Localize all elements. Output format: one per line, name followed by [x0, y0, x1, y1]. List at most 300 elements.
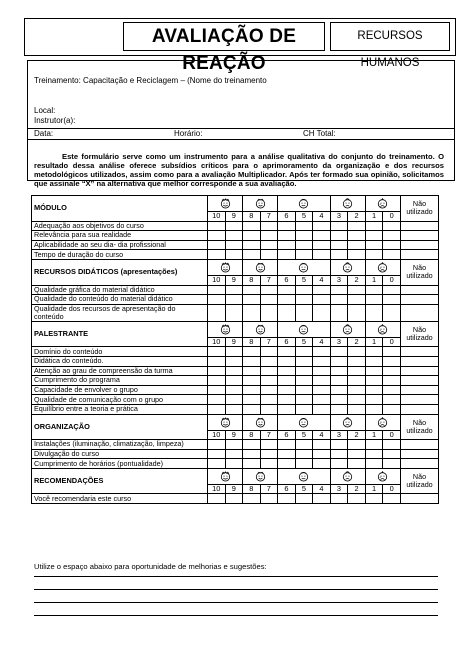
rating-checkbox-cell[interactable]: [260, 347, 278, 357]
evaluation-item-row: [32, 221, 439, 231]
rating-checkbox-cell[interactable]: [383, 385, 401, 395]
rating-checkbox-cell[interactable]: [278, 347, 296, 357]
rating-checkbox-cell[interactable]: [260, 285, 278, 295]
rating-checkbox-cell[interactable]: [330, 376, 348, 386]
evaluation-item-label: Cumprimento de horários (pontualidade): [32, 459, 208, 469]
rating-checkbox-cell[interactable]: [295, 395, 313, 405]
rating-checkbox-cell[interactable]: [330, 304, 348, 321]
rating-checkbox-cell[interactable]: [295, 240, 313, 250]
rating-checkbox-cell[interactable]: [243, 295, 261, 305]
rating-checkbox-cell[interactable]: [260, 356, 278, 366]
section-header-row: [32, 196, 439, 212]
rating-checkbox-cell[interactable]: [365, 285, 383, 295]
rating-checkbox-cell[interactable]: [313, 285, 331, 295]
rating-checkbox-cell[interactable]: [365, 250, 383, 260]
rating-checkbox-cell[interactable]: [383, 347, 401, 357]
rating-checkbox-cell[interactable]: [208, 240, 226, 250]
rating-checkbox-cell[interactable]: [295, 385, 313, 395]
smiling-face-icon: [255, 198, 266, 207]
rating-checkbox-cell[interactable]: [383, 395, 401, 405]
rating-face-cell: [243, 414, 278, 430]
rating-checkbox-cell[interactable]: [278, 231, 296, 241]
rating-checkbox-cell[interactable]: [295, 250, 313, 260]
rating-checkbox-cell[interactable]: [313, 295, 331, 305]
smiling-face-icon: [255, 324, 266, 333]
rating-checkbox-cell[interactable]: [365, 304, 383, 321]
rating-checkbox-cell[interactable]: [278, 404, 296, 414]
rating-checkbox-cell[interactable]: [383, 459, 401, 469]
scale-value: 1: [365, 337, 383, 347]
rating-face-cell: [208, 259, 243, 275]
not-used-checkbox-cell[interactable]: [401, 459, 439, 469]
rating-checkbox-cell[interactable]: [348, 356, 366, 366]
rating-checkbox-cell[interactable]: [260, 376, 278, 386]
not-used-checkbox-cell[interactable]: [401, 240, 439, 250]
rating-checkbox-cell[interactable]: [348, 347, 366, 357]
rating-checkbox-cell[interactable]: [225, 240, 243, 250]
rating-checkbox-cell[interactable]: [208, 459, 226, 469]
rating-checkbox-cell[interactable]: [365, 494, 383, 504]
rating-checkbox-cell[interactable]: [225, 395, 243, 405]
rating-checkbox-cell[interactable]: [365, 295, 383, 305]
rating-checkbox-cell[interactable]: [313, 385, 331, 395]
rating-checkbox-cell[interactable]: [383, 494, 401, 504]
rating-checkbox-cell[interactable]: [260, 494, 278, 504]
rating-checkbox-cell[interactable]: [295, 440, 313, 450]
rating-checkbox-cell[interactable]: [295, 459, 313, 469]
scale-value: 3: [330, 430, 348, 440]
rating-checkbox-cell[interactable]: [383, 285, 401, 295]
rating-face-cell: [365, 196, 400, 212]
evaluation-item-label: Instalações (iluminação, climatização, limpeza): [32, 440, 208, 450]
rating-checkbox-cell[interactable]: [278, 440, 296, 450]
rating-face-cell: [243, 259, 278, 275]
rating-checkbox-cell[interactable]: [313, 221, 331, 231]
rating-checkbox-cell[interactable]: [225, 494, 243, 504]
rating-face-cell: [330, 321, 365, 337]
rating-checkbox-cell[interactable]: [365, 347, 383, 357]
rating-checkbox-cell[interactable]: [330, 459, 348, 469]
rating-checkbox-cell[interactable]: [295, 295, 313, 305]
scale-value: 2: [348, 430, 366, 440]
rating-checkbox-cell[interactable]: [313, 240, 331, 250]
not-used-checkbox-cell[interactable]: [401, 494, 439, 504]
rating-checkbox-cell[interactable]: [243, 250, 261, 260]
rating-checkbox-cell[interactable]: [330, 285, 348, 295]
rating-checkbox-cell[interactable]: [348, 449, 366, 459]
rating-checkbox-cell[interactable]: [313, 395, 331, 405]
rating-checkbox-cell[interactable]: [313, 494, 331, 504]
rating-checkbox-cell[interactable]: [348, 440, 366, 450]
not-used-checkbox-cell[interactable]: [401, 295, 439, 305]
suggestion-line[interactable]: [34, 602, 438, 603]
rating-checkbox-cell[interactable]: [278, 494, 296, 504]
rating-checkbox-cell[interactable]: [330, 347, 348, 357]
rating-checkbox-cell[interactable]: [383, 221, 401, 231]
not-used-checkbox-cell[interactable]: [401, 356, 439, 366]
rating-checkbox-cell[interactable]: [365, 356, 383, 366]
rating-checkbox-cell[interactable]: [348, 395, 366, 405]
rating-checkbox-cell[interactable]: [225, 356, 243, 366]
not-used-checkbox-cell[interactable]: [401, 395, 439, 405]
rating-checkbox-cell[interactable]: [383, 356, 401, 366]
rating-checkbox-cell[interactable]: [278, 459, 296, 469]
scale-value: 8: [243, 212, 261, 222]
evaluation-item-label: Didática do conteúdo.: [32, 356, 208, 366]
scale-value: 9: [225, 337, 243, 347]
suggestion-line[interactable]: [34, 589, 438, 590]
rating-checkbox-cell[interactable]: [278, 449, 296, 459]
rating-checkbox-cell[interactable]: [208, 494, 226, 504]
rating-checkbox-cell[interactable]: [313, 459, 331, 469]
rating-checkbox-cell[interactable]: [225, 231, 243, 241]
rating-checkbox-cell[interactable]: [348, 404, 366, 414]
scale-value: 10: [208, 484, 226, 494]
rating-checkbox-cell[interactable]: [295, 494, 313, 504]
rating-face-cell: [208, 414, 243, 430]
rating-checkbox-cell[interactable]: [260, 449, 278, 459]
rating-checkbox-cell[interactable]: [365, 366, 383, 376]
rating-checkbox-cell[interactable]: [295, 347, 313, 357]
rating-checkbox-cell[interactable]: [313, 449, 331, 459]
rating-checkbox-cell[interactable]: [383, 250, 401, 260]
rating-checkbox-cell[interactable]: [243, 347, 261, 357]
rating-checkbox-cell[interactable]: [278, 376, 296, 386]
rating-checkbox-cell[interactable]: [243, 376, 261, 386]
rating-checkbox-cell[interactable]: [208, 221, 226, 231]
scale-value: 4: [313, 484, 331, 494]
scale-value: 6: [278, 337, 296, 347]
rating-checkbox-cell[interactable]: [313, 440, 331, 450]
rating-checkbox-cell[interactable]: [208, 285, 226, 295]
rating-checkbox-cell[interactable]: [348, 221, 366, 231]
rating-checkbox-cell[interactable]: [330, 366, 348, 376]
scale-value: 10: [208, 430, 226, 440]
rating-checkbox-cell[interactable]: [278, 221, 296, 231]
not-used-label: Não utilizado: [401, 321, 439, 347]
rating-checkbox-cell[interactable]: [260, 221, 278, 231]
rating-checkbox-cell[interactable]: [278, 356, 296, 366]
rating-checkbox-cell[interactable]: [278, 295, 296, 305]
section-header-row: [32, 321, 439, 337]
rating-face-cell: [365, 414, 400, 430]
not-used-checkbox-cell[interactable]: [401, 404, 439, 414]
rating-checkbox-cell[interactable]: [225, 376, 243, 386]
rating-checkbox-cell[interactable]: [383, 295, 401, 305]
rating-checkbox-cell[interactable]: [225, 295, 243, 305]
rating-checkbox-cell[interactable]: [383, 231, 401, 241]
rating-checkbox-cell[interactable]: [365, 404, 383, 414]
sad-face-icon: [342, 324, 353, 333]
rating-checkbox-cell[interactable]: [243, 449, 261, 459]
rating-checkbox-cell[interactable]: [260, 295, 278, 305]
rating-checkbox-cell[interactable]: [208, 449, 226, 459]
rating-checkbox-cell[interactable]: [365, 440, 383, 450]
rating-checkbox-cell[interactable]: [243, 221, 261, 231]
rating-checkbox-cell[interactable]: [260, 404, 278, 414]
scale-value: 1: [365, 430, 383, 440]
rating-checkbox-cell[interactable]: [225, 449, 243, 459]
evaluation-item-row: [32, 385, 439, 395]
rating-checkbox-cell[interactable]: [278, 250, 296, 260]
rating-checkbox-cell[interactable]: [208, 356, 226, 366]
rating-checkbox-cell[interactable]: [243, 395, 261, 405]
rating-checkbox-cell[interactable]: [278, 395, 296, 405]
rating-checkbox-cell[interactable]: [365, 231, 383, 241]
evaluation-item-row: [32, 356, 439, 366]
evaluation-item-label: Capacidade de envolver o grupo: [32, 385, 208, 395]
rating-checkbox-cell[interactable]: [313, 304, 331, 321]
rating-checkbox-cell[interactable]: [330, 240, 348, 250]
not-used-checkbox-cell[interactable]: [401, 221, 439, 231]
rating-checkbox-cell[interactable]: [260, 231, 278, 241]
suggestion-line[interactable]: [34, 576, 438, 577]
rating-checkbox-cell[interactable]: [330, 404, 348, 414]
rating-checkbox-cell[interactable]: [383, 376, 401, 386]
rating-checkbox-cell[interactable]: [365, 459, 383, 469]
rating-checkbox-cell[interactable]: [330, 395, 348, 405]
rating-checkbox-cell[interactable]: [225, 221, 243, 231]
form-title: AVALIAÇÃO DE REAÇÃO: [123, 22, 325, 51]
evaluation-item-row: [32, 404, 439, 414]
rating-checkbox-cell[interactable]: [348, 250, 366, 260]
rating-checkbox-cell[interactable]: [225, 404, 243, 414]
scale-value: 0: [383, 212, 401, 222]
rating-checkbox-cell[interactable]: [365, 385, 383, 395]
rating-checkbox-cell[interactable]: [208, 366, 226, 376]
rating-checkbox-cell[interactable]: [330, 250, 348, 260]
rating-checkbox-cell[interactable]: [208, 376, 226, 386]
rating-checkbox-cell[interactable]: [330, 449, 348, 459]
rating-checkbox-cell[interactable]: [260, 304, 278, 321]
section-title: RECOMENDAÇÕES: [32, 468, 208, 494]
rating-checkbox-cell[interactable]: [278, 366, 296, 376]
rating-checkbox-cell[interactable]: [243, 366, 261, 376]
evaluation-item-row: [32, 376, 439, 386]
rating-checkbox-cell[interactable]: [295, 366, 313, 376]
rating-checkbox-cell[interactable]: [295, 404, 313, 414]
rating-face-cell: [243, 196, 278, 212]
rating-checkbox-cell[interactable]: [208, 304, 226, 321]
not-used-checkbox-cell[interactable]: [401, 231, 439, 241]
evaluation-item-label: Aplicabilidade ao seu dia- dia profissional: [32, 240, 208, 250]
rating-checkbox-cell[interactable]: [243, 404, 261, 414]
rating-checkbox-cell[interactable]: [243, 385, 261, 395]
rating-checkbox-cell[interactable]: [383, 449, 401, 459]
rating-checkbox-cell[interactable]: [383, 440, 401, 450]
evaluation-item-label: Qualidade de comunicação com o grupo: [32, 395, 208, 405]
rating-checkbox-cell[interactable]: [208, 295, 226, 305]
scale-value: 3: [330, 275, 348, 285]
rating-checkbox-cell[interactable]: [348, 285, 366, 295]
rating-checkbox-cell[interactable]: [383, 240, 401, 250]
rating-checkbox-cell[interactable]: [295, 285, 313, 295]
rating-checkbox-cell[interactable]: [313, 366, 331, 376]
rating-checkbox-cell[interactable]: [208, 404, 226, 414]
neutral-face-icon: [298, 417, 309, 426]
rating-checkbox-cell[interactable]: [278, 385, 296, 395]
not-used-checkbox-cell[interactable]: [401, 285, 439, 295]
rating-face-cell: [208, 321, 243, 337]
rating-checkbox-cell[interactable]: [330, 356, 348, 366]
rating-checkbox-cell[interactable]: [278, 240, 296, 250]
scale-value: 2: [348, 275, 366, 285]
evaluation-item-row: [32, 395, 439, 405]
rating-checkbox-cell[interactable]: [225, 304, 243, 321]
neutral-face-icon: [298, 262, 309, 271]
rating-checkbox-cell[interactable]: [383, 304, 401, 321]
rating-checkbox-cell[interactable]: [295, 376, 313, 386]
rating-checkbox-cell[interactable]: [383, 366, 401, 376]
section-title: RECURSOS DIDÁTICOS (apresentações): [32, 259, 208, 285]
scale-value: 4: [313, 212, 331, 222]
rating-checkbox-cell[interactable]: [313, 356, 331, 366]
rating-checkbox-cell[interactable]: [365, 395, 383, 405]
sad-face-icon: [342, 198, 353, 207]
crying-face-icon: [377, 417, 388, 426]
evaluation-item-label: Domínio do conteúdo: [32, 347, 208, 357]
evaluation-item-row: [32, 231, 439, 241]
scale-value: 10: [208, 275, 226, 285]
scale-value: 9: [225, 430, 243, 440]
rating-checkbox-cell[interactable]: [208, 231, 226, 241]
scale-value: 3: [330, 484, 348, 494]
scale-value: 6: [278, 484, 296, 494]
rating-checkbox-cell[interactable]: [330, 440, 348, 450]
suggestion-line[interactable]: [34, 615, 438, 616]
evaluation-item-row: [32, 240, 439, 250]
rating-checkbox-cell[interactable]: [348, 304, 366, 321]
rating-checkbox-cell[interactable]: [313, 376, 331, 386]
rating-checkbox-cell[interactable]: [208, 440, 226, 450]
rating-checkbox-cell[interactable]: [208, 250, 226, 260]
rating-face-cell: [278, 468, 331, 484]
rating-checkbox-cell[interactable]: [348, 494, 366, 504]
rating-checkbox-cell[interactable]: [260, 240, 278, 250]
scale-value: 7: [260, 430, 278, 440]
not-used-checkbox-cell[interactable]: [401, 347, 439, 357]
rating-checkbox-cell[interactable]: [348, 385, 366, 395]
hours-label: CH Total:: [303, 129, 336, 138]
rating-checkbox-cell[interactable]: [243, 304, 261, 321]
rating-checkbox-cell[interactable]: [243, 240, 261, 250]
rating-checkbox-cell[interactable]: [313, 347, 331, 357]
rating-checkbox-cell[interactable]: [278, 304, 296, 321]
crying-face-icon: [377, 324, 388, 333]
rating-checkbox-cell[interactable]: [243, 356, 261, 366]
rating-checkbox-cell[interactable]: [348, 240, 366, 250]
section-title: ORGANIZAÇÃO: [32, 414, 208, 440]
rating-checkbox-cell[interactable]: [313, 404, 331, 414]
rating-checkbox-cell[interactable]: [260, 459, 278, 469]
rating-checkbox-cell[interactable]: [348, 231, 366, 241]
not-used-checkbox-cell[interactable]: [401, 449, 439, 459]
rating-checkbox-cell[interactable]: [348, 459, 366, 469]
not-used-checkbox-cell[interactable]: [401, 304, 439, 321]
rating-checkbox-cell[interactable]: [243, 459, 261, 469]
rating-checkbox-cell[interactable]: [295, 221, 313, 231]
rating-checkbox-cell[interactable]: [330, 295, 348, 305]
training-name-label: Treinamento: Capacitação e Reciclagem – (Nome do treinamento: [34, 76, 267, 85]
rating-checkbox-cell[interactable]: [295, 304, 313, 321]
rating-checkbox-cell[interactable]: [208, 395, 226, 405]
rating-checkbox-cell[interactable]: [330, 494, 348, 504]
rating-checkbox-cell[interactable]: [225, 347, 243, 357]
rating-checkbox-cell[interactable]: [295, 231, 313, 241]
evaluation-item-label: Você recomendaria este curso: [32, 494, 208, 504]
rating-checkbox-cell[interactable]: [208, 385, 226, 395]
happy-face-icon: [220, 417, 231, 426]
not-used-checkbox-cell[interactable]: [401, 440, 439, 450]
rating-checkbox-cell[interactable]: [278, 285, 296, 295]
rating-checkbox-cell[interactable]: [243, 231, 261, 241]
rating-checkbox-cell[interactable]: [260, 250, 278, 260]
rating-checkbox-cell[interactable]: [208, 347, 226, 357]
rating-checkbox-cell[interactable]: [348, 295, 366, 305]
rating-checkbox-cell[interactable]: [260, 395, 278, 405]
rating-face-cell: [243, 321, 278, 337]
rating-checkbox-cell[interactable]: [313, 231, 331, 241]
rating-checkbox-cell[interactable]: [348, 376, 366, 386]
rating-checkbox-cell[interactable]: [260, 385, 278, 395]
smiling-face-icon: [255, 471, 266, 480]
scale-value: 0: [383, 484, 401, 494]
rating-checkbox-cell[interactable]: [243, 440, 261, 450]
scale-value: 7: [260, 484, 278, 494]
rating-checkbox-cell[interactable]: [365, 376, 383, 386]
rating-checkbox-cell[interactable]: [295, 449, 313, 459]
scale-value: 4: [313, 275, 331, 285]
rating-checkbox-cell[interactable]: [365, 221, 383, 231]
rating-checkbox-cell[interactable]: [260, 366, 278, 376]
rating-checkbox-cell[interactable]: [243, 494, 261, 504]
location-label: Local:: [34, 106, 56, 115]
rating-checkbox-cell[interactable]: [348, 366, 366, 376]
rating-checkbox-cell[interactable]: [295, 356, 313, 366]
scale-value: 9: [225, 212, 243, 222]
not-used-checkbox-cell[interactable]: [401, 376, 439, 386]
evaluation-item-row: [32, 494, 439, 504]
not-used-checkbox-cell[interactable]: [401, 385, 439, 395]
scale-value: 3: [330, 212, 348, 222]
rating-checkbox-cell[interactable]: [383, 404, 401, 414]
scale-value: 1: [365, 212, 383, 222]
rating-checkbox-cell[interactable]: [330, 231, 348, 241]
rating-checkbox-cell[interactable]: [243, 285, 261, 295]
rating-checkbox-cell[interactable]: [225, 440, 243, 450]
rating-checkbox-cell[interactable]: [330, 385, 348, 395]
rating-checkbox-cell[interactable]: [225, 366, 243, 376]
rating-checkbox-cell[interactable]: [225, 250, 243, 260]
not-used-checkbox-cell[interactable]: [401, 366, 439, 376]
rating-checkbox-cell[interactable]: [260, 440, 278, 450]
scale-value: 8: [243, 275, 261, 285]
rating-checkbox-cell[interactable]: [225, 385, 243, 395]
info-bottom-divider: [28, 139, 454, 140]
rating-face-cell: [278, 414, 331, 430]
rating-face-cell: [365, 321, 400, 337]
happy-face-icon: [220, 198, 231, 207]
rating-checkbox-cell[interactable]: [225, 459, 243, 469]
rating-checkbox-cell[interactable]: [365, 449, 383, 459]
rating-checkbox-cell[interactable]: [330, 221, 348, 231]
not-used-checkbox-cell[interactable]: [401, 250, 439, 260]
evaluation-item-row: [32, 285, 439, 295]
rating-checkbox-cell[interactable]: [365, 240, 383, 250]
evaluation-item-row: [32, 295, 439, 305]
rating-checkbox-cell[interactable]: [313, 250, 331, 260]
rating-checkbox-cell[interactable]: [225, 285, 243, 295]
